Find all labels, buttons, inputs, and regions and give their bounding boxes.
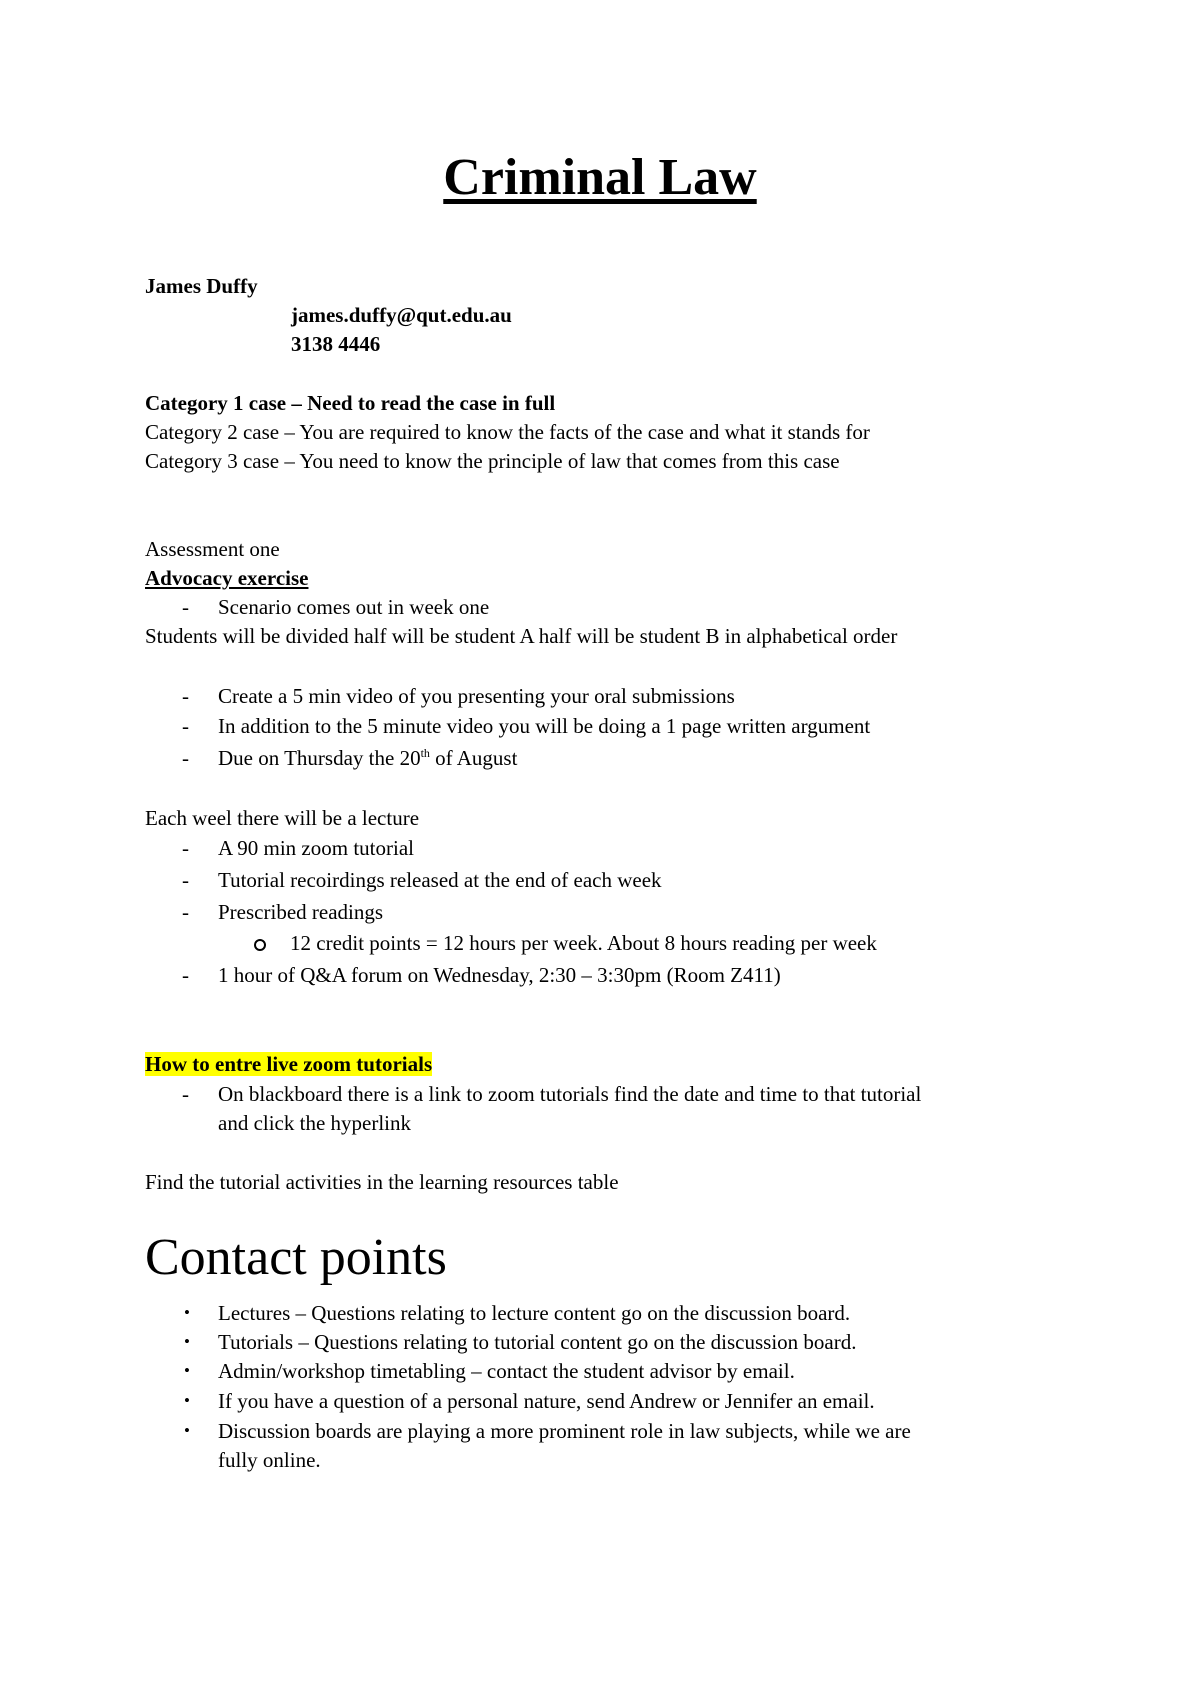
zoom-heading: [145, 1050, 432, 1078]
contact-last-line1: Discussion boards are playing a more prominent role in law subjects, while we are: [218, 1419, 911, 1443]
dash-marker: -: [182, 1082, 189, 1106]
due-suffix: of August: [429, 746, 518, 770]
lecturer-phone: 3138 4446: [291, 332, 381, 356]
weekly-intro: Each weel there will be a lecture: [145, 806, 420, 830]
due-ordinal: th: [420, 746, 430, 760]
category-1: Category 1 case – Need to read the case in full: [145, 391, 556, 415]
dash-marker: -: [182, 900, 189, 924]
assessment-first-item: Scenario comes out in week one: [218, 595, 490, 619]
weekly-item: Tutorial recoirdings released at the end of each week: [218, 868, 662, 892]
bullet-marker: •: [184, 1391, 190, 1410]
bullet-marker: •: [184, 1361, 190, 1380]
weekly-sub-item: 12 credit points = 12 hours per week. About 8 hours reading per week: [290, 931, 877, 955]
category-3: Category 3 case – You need to know the principle of law that comes from this case: [145, 449, 840, 473]
contact-item: Lectures – Questions relating to lecture content go on the discussion board.: [218, 1301, 851, 1325]
dash-marker: -: [182, 746, 189, 770]
dash-marker: -: [182, 714, 189, 738]
bullet-marker: •: [184, 1303, 190, 1322]
category-2: Category 2 case – You are required to know the facts of the case and what it stands for: [145, 420, 870, 444]
zoom-heading-highlight: How to entre live zoom tutorials: [145, 1052, 433, 1076]
lecturer-email: james.duffy@qut.edu.au: [291, 303, 512, 327]
weekly-last-item: 1 hour of Q&A forum on Wednesday, 2:30 – 3:30pm (Room Z411): [218, 963, 781, 987]
lecturer-name: James Duffy: [145, 274, 258, 298]
bullet-marker: •: [184, 1332, 190, 1351]
assessment-item: Create a 5 min video of you presenting your oral submissions: [218, 684, 735, 708]
assessment-item: In addition to the 5 minute video you will be doing a 1 page written argument: [218, 714, 871, 738]
document-title: Criminal Law: [443, 149, 757, 206]
contact-item: If you have a question of a personal nature, send Andrew or Jennifer an email.: [218, 1389, 875, 1413]
due-prefix: Due on Thursday the 20: [218, 746, 421, 770]
contact-last-line2: fully online.: [218, 1448, 321, 1472]
dash-marker: -: [182, 868, 189, 892]
assessment-label: Assessment one: [145, 537, 280, 561]
assessment-heading: Advocacy exercise: [145, 566, 309, 590]
assessment-due: [218, 744, 517, 772]
dash-marker: -: [182, 963, 189, 987]
zoom-item-line1: On blackboard there is a link to zoom tutorials find the date and time to that tutorial: [218, 1082, 922, 1106]
weekly-item: A 90 min zoom tutorial: [218, 836, 414, 860]
zoom-item-line2: and click the hyperlink: [218, 1111, 412, 1135]
weekly-item: Prescribed readings: [218, 900, 384, 924]
dash-marker: -: [182, 836, 189, 860]
sub-bullet-icon: [254, 939, 266, 951]
contact-item: Admin/workshop timetabling – contact the student advisor by email.: [218, 1359, 795, 1383]
zoom-note: Find the tutorial activities in the learning resources table: [145, 1170, 619, 1194]
dash-marker: -: [182, 595, 189, 619]
bullet-marker: •: [184, 1421, 190, 1440]
contact-heading: Contact points: [145, 1229, 447, 1286]
dash-marker: -: [182, 684, 189, 708]
contact-item: Tutorials – Questions relating to tutorial content go on the discussion board.: [218, 1330, 857, 1354]
assessment-note: Students will be divided half will be student A half will be student B in alphabetical order: [145, 624, 898, 648]
